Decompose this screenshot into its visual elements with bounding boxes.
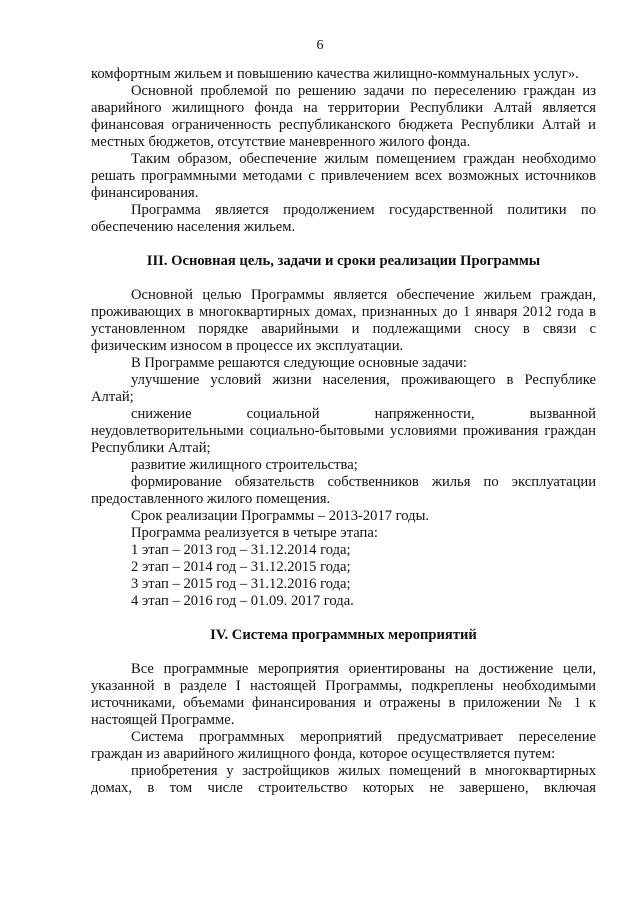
paragraph: В Программе решаются следующие основные задачи: bbox=[131, 355, 467, 371]
paragraph: приобретения у застройщиков жилых помещений в многоквартирных домах, в том числе строительство которых не завершено, включая bbox=[91, 763, 596, 796]
paragraph: Основной проблемой по решению задачи по переселению граждан из аварийного жилищного фонда на территории Республики Алтай является финансовая ограниченность республиканского бюджета Республики Алтай и местных бюджетов, отсутствие маневренного жилого фонда. bbox=[91, 83, 596, 150]
paragraph: улучшение условий жизни населения, проживающего в Республике Алтай; bbox=[91, 372, 596, 405]
paragraph: Основной целью Программы является обеспечение жильем граждан, проживающих в многоквартирных домах, признанных до 1 января 2012 года в установленном порядке аварийными и подлежащими сносу в связи с физическим износом в процессе их эксплуатации. bbox=[91, 287, 596, 354]
paragraph: Система программных мероприятий предусматривает переселение граждан из аварийного жилищного фонда, которое осуществляется путем: bbox=[91, 729, 596, 762]
paragraph: Срок реализации Программы – 2013-2017 годы. bbox=[131, 508, 430, 524]
paragraph: снижение социальной напряженности, вызванной неудовлетворительными социально-бытовыми условиями проживания граждан Республики Алтай; bbox=[91, 406, 596, 456]
section-heading: IV. Система программных мероприятий bbox=[210, 627, 477, 643]
paragraph: Таким образом, обеспечение жилым помещением граждан необходимо решать программными методами с привлечением всех возможных источников финансирования. bbox=[91, 151, 596, 201]
section-spacer bbox=[91, 644, 596, 661]
paragraph: Программа реализуется в четыре этапа: bbox=[131, 525, 378, 541]
document-body bbox=[91, 66, 596, 797]
paragraph: формирование обязательств собственников жилья по эксплуатации предоставленного жилого помещения. bbox=[91, 474, 596, 507]
section-heading: III. Основная цель, задачи и сроки реализации Программы bbox=[146, 253, 541, 269]
paragraph: 4 этап – 2016 год – 01.09. 2017 года. bbox=[131, 593, 354, 609]
paragraph: развитие жилищного строительства; bbox=[131, 457, 358, 473]
section-spacer bbox=[91, 270, 596, 287]
paragraph: комфортным жильем и повышению качества жилищно-коммунальных услуг». bbox=[91, 66, 579, 82]
page-number: 6 bbox=[316, 38, 324, 53]
paragraph: 2 этап – 2014 год – 31.12.2015 года; bbox=[131, 559, 351, 575]
paragraph: 3 этап – 2015 год – 31.12.2016 года; bbox=[131, 576, 351, 592]
paragraph: Все программные мероприятия ориентированы на достижение цели, указанной в разделе I настоящей Программы, подкреплены необходимыми источниками, объемами финансирования и отражены в приложении № 1 к настоящей Программе. bbox=[91, 661, 596, 728]
paragraph: Программа является продолжением государственной политики по обеспечению населения жильем. bbox=[91, 202, 596, 235]
section-spacer bbox=[91, 610, 596, 627]
section-spacer bbox=[91, 236, 596, 253]
paragraph: 1 этап – 2013 год – 31.12.2014 года; bbox=[131, 542, 351, 558]
